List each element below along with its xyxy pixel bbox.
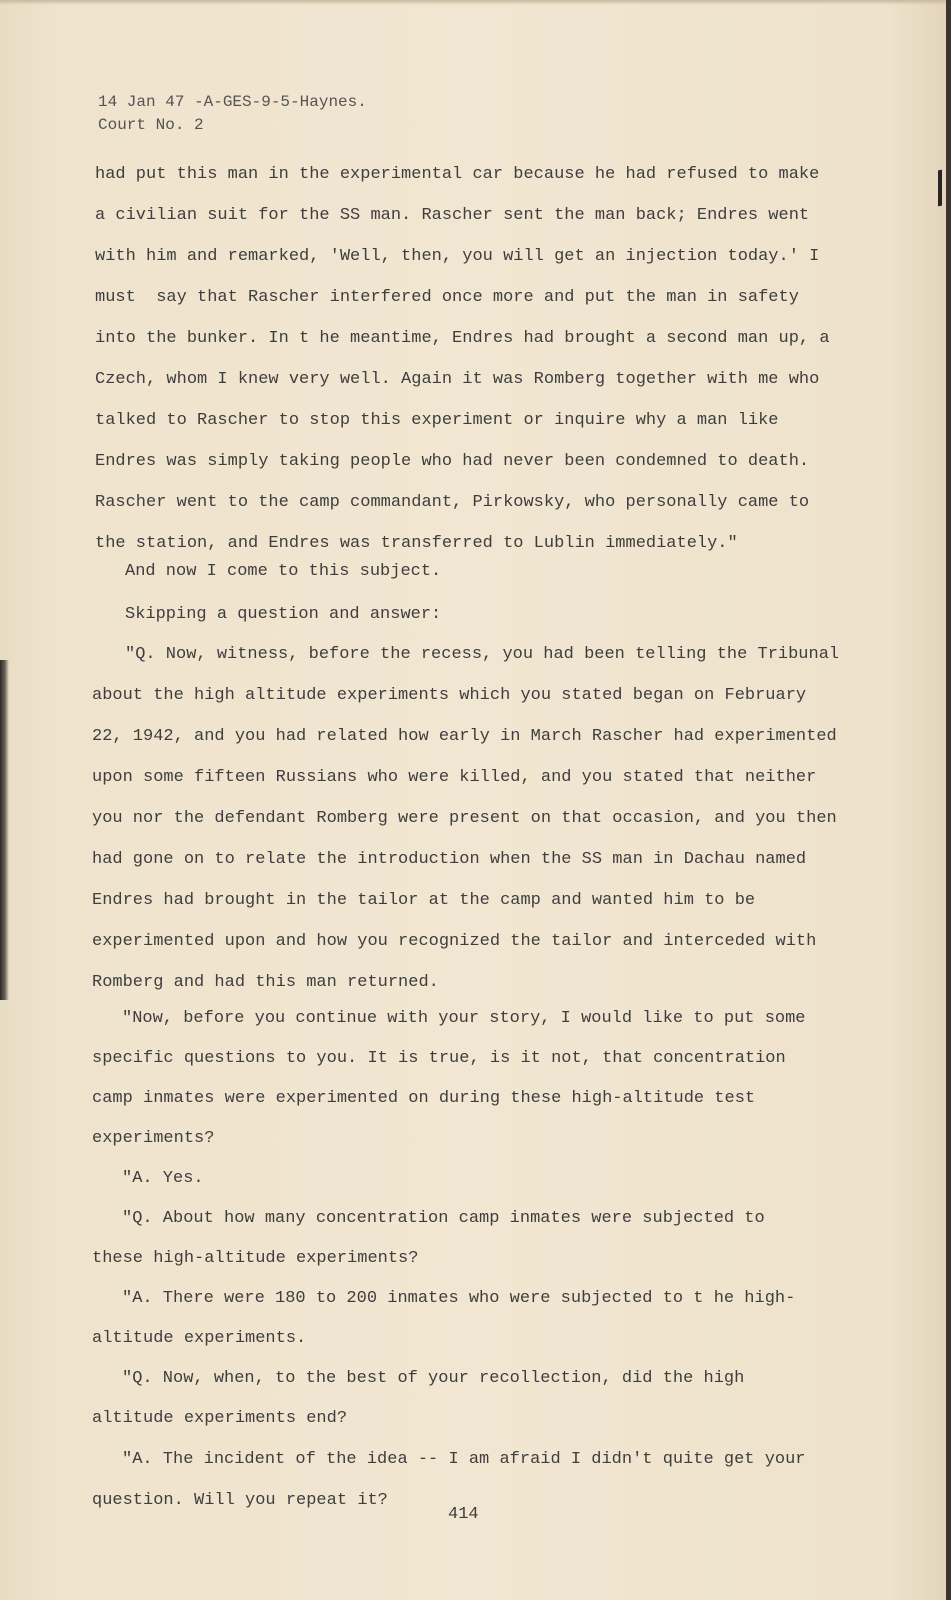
body-line: altitude experiments.: [92, 1329, 307, 1348]
page-number: 414: [448, 1505, 479, 1524]
margin-ink-mark: [938, 170, 942, 207]
header-line-2: Court No. 2: [98, 116, 204, 134]
body-line: with him and remarked, 'Well, then, you will get an injection today.' I: [95, 247, 820, 266]
body-line: had gone on to relate the introduction when the SS man in Dachau named: [92, 850, 807, 869]
body-line: must say that Rascher interfered once more and put the man in safety: [95, 288, 799, 307]
body-line: experimented upon and how you recognized the tailor and interceded with: [92, 932, 817, 951]
body-line: about the high altitude experiments which you stated began on February: [92, 686, 807, 705]
body-line: 22, 1942, and you had related how early in March Rascher had experimented: [92, 727, 837, 746]
body-line: "A. Yes.: [122, 1169, 204, 1188]
body-line: "Now, before you continue with your story, I would like to put some: [122, 1009, 806, 1028]
body-line: you nor the defendant Romberg were present on that occasion, and you then: [92, 809, 837, 828]
body-line: Romberg and had this man returned.: [92, 973, 439, 992]
paper-top-edge: [0, 0, 946, 5]
body-line: "Q. Now, witness, before the recess, you had been telling the Tribunal: [125, 645, 840, 664]
body-line: camp inmates were experimented on during these high-altitude test: [92, 1089, 756, 1108]
body-line: these high-altitude experiments?: [92, 1249, 419, 1268]
body-line: into the bunker. In t he meantime, Endres had brought a second man up, a: [95, 329, 830, 348]
body-line: Endres was simply taking people who had never been condemned to death.: [95, 452, 810, 471]
body-line: Czech, whom I knew very well. Again it was Romberg together with me who: [95, 370, 820, 389]
body-line: a civilian suit for the SS man. Rascher sent the man back; Endres went: [95, 206, 810, 225]
body-line: "Q. Now, when, to the best of your recollection, did the high: [122, 1369, 745, 1388]
body-line: had put this man in the experimental car because he had refused to make: [95, 165, 820, 184]
body-line: "Q. About how many concentration camp inmates were subjected to: [122, 1209, 765, 1228]
header-line-1: 14 Jan 47 -A-GES-9-5-Haynes.: [98, 93, 367, 111]
paper-torn-left-edge: [0, 660, 9, 1000]
body-line: question. Will you repeat it?: [92, 1491, 388, 1510]
body-line: experiments?: [92, 1129, 215, 1148]
body-line: talked to Rascher to stop this experiment or inquire why a man like: [95, 411, 779, 430]
body-line: the station, and Endres was transferred to Lublin immediately.": [95, 534, 738, 553]
body-line: upon some fifteen Russians who were killed, and you stated that neither: [92, 768, 817, 787]
body-line: altitude experiments end?: [92, 1409, 348, 1428]
body-line: Endres had brought in the tailor at the camp and wanted him to be: [92, 891, 756, 910]
body-line: "A. There were 180 to 200 inmates who were subjected to t he high-: [122, 1289, 796, 1308]
body-line: Rascher went to the camp commandant, Pirkowsky, who personally came to: [95, 493, 810, 512]
body-line: specific questions to you. It is true, is it not, that concentration: [92, 1049, 786, 1068]
body-line: And now I come to this subject.: [125, 562, 442, 581]
body-line: "A. The incident of the idea -- I am afraid I didn't quite get your: [122, 1450, 806, 1469]
body-line: Skipping a question and answer:: [125, 605, 442, 624]
